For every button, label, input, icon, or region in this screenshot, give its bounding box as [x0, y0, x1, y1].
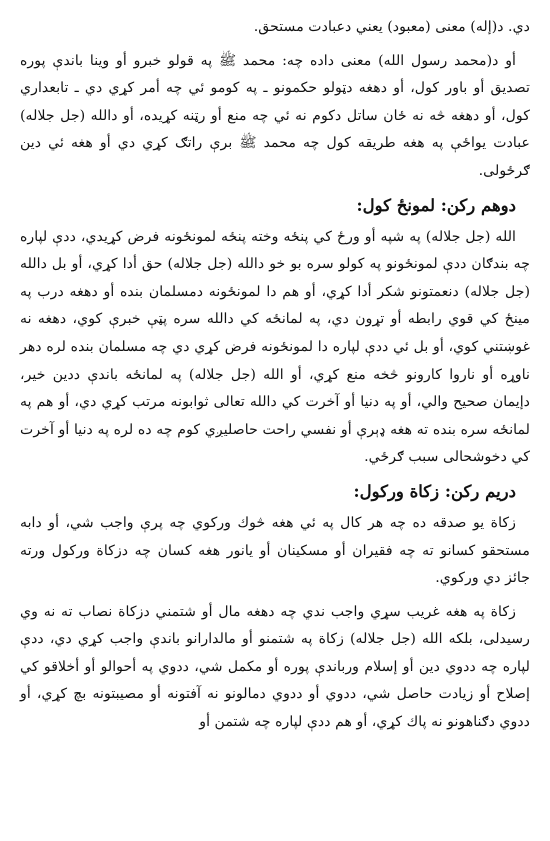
- paragraph-shahada-end: دي. د(إله) معنى (معبود) يعني دعبادت مستحق.: [253, 19, 530, 35]
- heading-third-pillar-zakat: دريم ركن: زكاة وركول:: [353, 481, 516, 501]
- paragraph-zakat-definition: زكاة يو صدقه ده چه هر كال په ئي هغه څوك وركوي چه پرې واجب شي، أو دابه مستحقو كسانو ته چه فقيران أو مسكينان أو يانور هغه كسان چه دزكاة وركول ورته جائز دي وركوي.: [20, 514, 530, 587]
- paragraph-prophet-meaning: أو د(محمد رسول الله) معنى داده چه: محمد ﷺ په قولو خبرو أو وينا باندې پوره تصديق أو باور كول، أو دهغه دټولو حكمونو ـ په كومو ئي چه أمر كړي دي ـ تابعداري كول، أو دهغه څه نه ځان ساتل دكوم نه ئي چه منع أو رټنه كړيده، أو دالله (جل جلاله) عبادت يواځې په هغه طريقه كول چه محمد ﷺ برې راتګ كړي دي أو هغه ئي دين ګرځولى.: [20, 52, 530, 179]
- document-page: [20, 0, 530, 737]
- paragraph-prayer: الله (جل جلاله) په شپه أو ورځ كي پنځه وخته پنځه لمونځونه فرض كړيدي، ددې لپاره چه بندګان ددې لمونځونو په كولو سره بو خو دالله (جل جلاله) حق أدا كړي، أو بل دالله (جل جلاله) دنعمتونو شكر أدا كړي، أو هم دا لمونځونه دمسلمان بنده أو دهغه درب په مينځ كي قوي رابطه أو تړون دي، په لمانځه كي دالله سره پټې خبرې كوي، دهغه نه غوښتني كوي، أو بل ئي ددې لپاره دا لمونځونه فرض كړي دي چه مسلمان بنده لره دهر ناوړه أو ناروا كارونو څخه منع كړي، أو الله (جل جلاله) په لمانځه باندې ددين خير، دإيمان صحيح والي، أو په دنيا أو آخرت كي دالله تعالى ثوابونه مرتب كړي دي، أو هم په لمانځه سره بنده ته هغه ډېرې أو نفسي راحت حاصليږي كوم چه ده لره په دنيا أو آخرت كي دخوشحالى سبب ګرځي.: [20, 228, 530, 466]
- heading-second-pillar-prayer: دوهم ركن: لمونځ كول:: [356, 195, 516, 215]
- paragraph-zakat-obligation: زكاة په هغه غريب سړي واجب ندي چه دهغه مال أو شتمني دزكاة نصاب ته نه وي رسيدلى، بلكه الله (جل جلاله) زكاة په شتمنو أو مالدارانو باندې واجب كړي دي، ددې لپاره چه ددوي دين أو إسلام ورباندې پوره أو مكمل شي، ددوي په أحوالو أو أخلاقو كي إصلاح أو زيادت حاصل شي، ددوي أو ددوي دمالونو نه آفتونه أو مصيبتونه بچ كړي، أو ددوي دګناهونو نه پاك كړي، أو هم ددې لپاره چه شتمن أو: [20, 603, 530, 731]
